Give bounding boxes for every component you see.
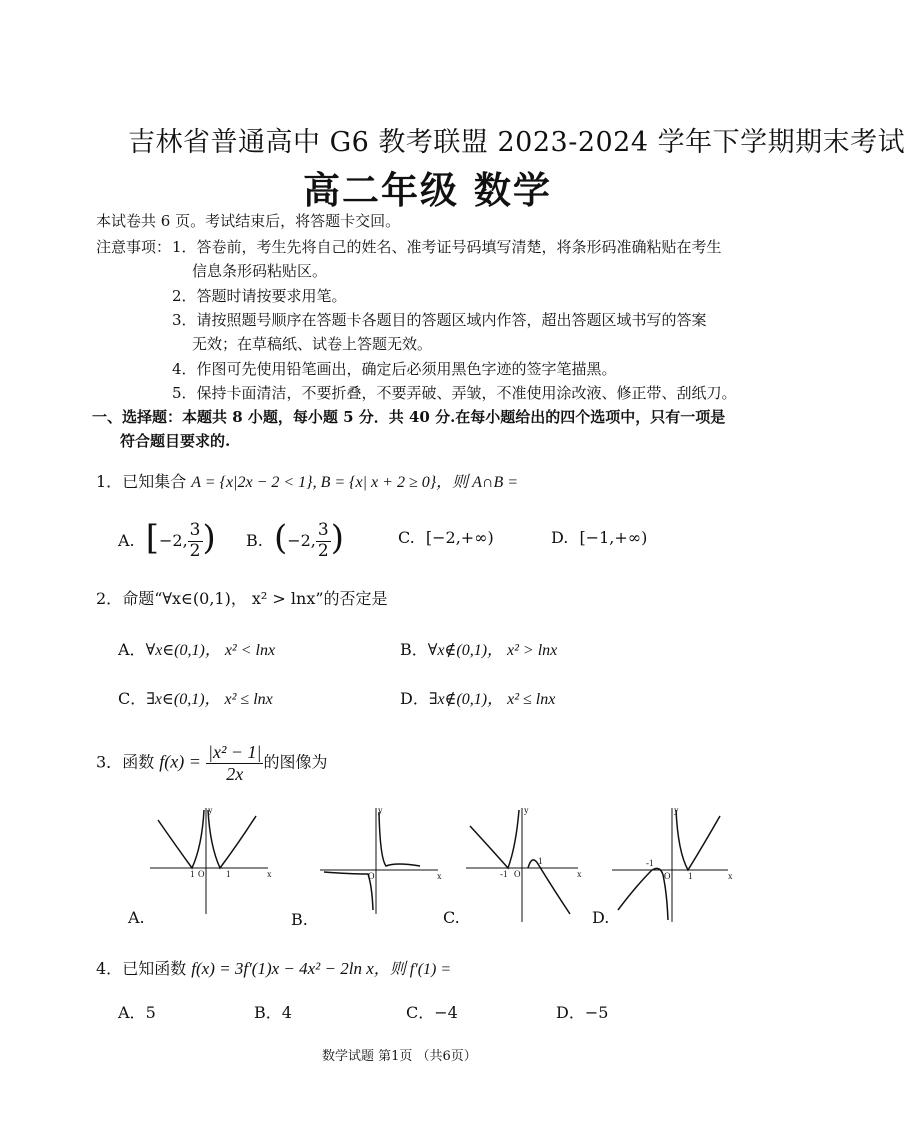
graph-d-label: D. [592, 908, 610, 927]
y-axis-label: y [378, 805, 383, 815]
graph-a-label: A. [128, 908, 145, 927]
graph-option-b[interactable] [320, 806, 445, 916]
graph-option-a[interactable] [150, 806, 280, 916]
close-paren-icon: ) [202, 518, 216, 558]
option-value: ∀x∈(0,1)， x² < lnx [145, 642, 276, 659]
q4-option-b[interactable] [254, 1000, 292, 1023]
notice-label: 注意事项： [96, 238, 172, 256]
x-axis-label: x [437, 871, 442, 881]
y-axis-label: y [524, 805, 529, 815]
question-number: 2． [96, 589, 123, 608]
tick-label: 1 [226, 869, 231, 879]
notice-item-1: 1．答卷前，考生先将自己的姓名、准考证号码填写清楚，将条形码准确粘贴在考生 [172, 238, 722, 256]
option-label: D． [556, 1003, 585, 1022]
fraction [188, 521, 203, 561]
origin-label: O [664, 871, 671, 881]
question-4-stem [96, 956, 451, 979]
stem-suffix: ，则 f′(1) = [373, 961, 452, 978]
graph-option-d[interactable] [612, 806, 737, 924]
question-number: 4． [96, 959, 123, 978]
option-value: ∀x∉(0,1)， x² > lnx [427, 642, 558, 659]
option-value: ∃x∉(0,1)， x² ≤ lnx [428, 691, 556, 708]
option-value: [−2,+∞) [425, 528, 494, 547]
stem-text: 命题“∀x∈(0,1)， x² > lnx”的否定是 [122, 589, 388, 608]
option-label: B． [254, 1003, 282, 1022]
notice-item-5: 5．保持卡面清洁，不要折叠，不要弄破、弄皱，不准使用涂改液、修正带、刮纸刀。 [172, 384, 737, 402]
exam-title: 吉林省普通高中 G6 教考联盟 2023-2024 学年下学期期末考试 [128, 127, 905, 158]
stem-prefix: 函数 [122, 752, 155, 772]
option-label: D. [551, 528, 569, 547]
option-label: A. [118, 531, 135, 550]
graph-b-svg [320, 806, 445, 916]
tick-label: -1 [500, 869, 508, 879]
option-value: 5 [145, 1003, 156, 1022]
x-axis-label: x [267, 869, 272, 879]
question-number: 3． [96, 752, 123, 772]
option-label: B． [400, 640, 428, 659]
pages-note: 本试卷共 6 页。考试结束后，将答题卡交回。 [96, 212, 401, 230]
option-value: −5 [584, 1003, 609, 1022]
section-heading-cont: 符合题目要求的. [120, 432, 231, 450]
function-name: f(x) = [159, 751, 201, 772]
notice-item-1-cont: 信息条形码粘贴区。 [192, 262, 328, 280]
open-bracket-icon: [ [145, 518, 159, 558]
page-footer: 数学试题 第1页 （共6页） [322, 1049, 477, 1064]
y-axis-label: y [208, 805, 213, 815]
numerator: 3 [189, 520, 201, 541]
q2-option-d[interactable] [400, 686, 555, 709]
stem-suffix: 的图像为 [263, 752, 328, 772]
question-2-stem [96, 586, 388, 609]
question-3-stem [96, 742, 327, 784]
q1-option-c[interactable] [398, 528, 494, 547]
question-1-stem [96, 469, 518, 492]
tick-label: 1 [688, 871, 693, 881]
option-label: C． [118, 689, 147, 708]
close-paren-icon: ) [330, 518, 344, 558]
graph-c-svg [466, 806, 591, 924]
function-fraction [206, 742, 263, 784]
option-label: A． [118, 1003, 146, 1022]
graph-d-svg [612, 806, 737, 924]
numerator: |x² − 1| [208, 742, 262, 762]
option-label: B. [246, 531, 263, 550]
exam-subtitle: 高二年级 数学 [303, 168, 552, 212]
graph-c-label: C. [443, 908, 460, 927]
origin-label: O [198, 869, 205, 879]
notice-item-2: 2．答题时请按要求用笔。 [172, 287, 347, 305]
section-heading: 一、选择题：本题共 8 小题，每小题 5 分．共 40 分.在每小题给出的四个选项中，只有一项是 [92, 408, 726, 426]
option-value: −4 [434, 1003, 458, 1022]
y-axis-label: y [674, 805, 679, 815]
denominator: 2x [226, 763, 244, 784]
graph-b-label: B. [291, 910, 308, 929]
tick-label: 1 [538, 856, 543, 866]
question-number: 1． [96, 472, 123, 491]
option-value: ∃x∈(0,1)， x² ≤ lnx [146, 691, 273, 708]
notice-item-3-cont: 无效；在草稿纸、试卷上答题无效。 [192, 335, 433, 353]
origin-label: O [368, 871, 375, 881]
option-label: A． [118, 640, 146, 659]
q1-option-b[interactable] [246, 518, 344, 562]
q1-option-a[interactable] [118, 518, 216, 562]
stem-prefix: 已知集合 [122, 472, 187, 491]
option-label: D． [400, 689, 429, 708]
origin-label: O [514, 869, 521, 879]
function-formula: f(x) = 3f′(1)x − 4x² − 2ln x [191, 959, 374, 978]
denominator: 2 [189, 541, 201, 561]
q2-option-c[interactable] [118, 686, 273, 709]
q4-option-d[interactable] [556, 1000, 608, 1023]
numerator: 3 [317, 520, 329, 541]
stem-suffix: ，则 A∩B = [436, 474, 519, 491]
stem-prefix: 已知函数 [122, 959, 187, 978]
graph-a-svg [150, 806, 280, 916]
graph-option-c[interactable] [466, 806, 591, 924]
q1-option-d[interactable] [551, 528, 647, 547]
open-paren-icon: ( [273, 518, 288, 558]
x-axis-label: x [728, 871, 733, 881]
option-label: C. [398, 528, 415, 547]
q2-option-a[interactable] [118, 637, 275, 660]
option-value: −2, [287, 531, 316, 550]
tick-label: 1 [190, 869, 195, 879]
q2-option-b[interactable] [400, 637, 557, 660]
option-value: 4 [281, 1003, 292, 1022]
q4-option-c[interactable] [406, 1000, 458, 1023]
denominator: 2 [317, 541, 329, 561]
notice-item-3: 3．请按照题号顺序在答题卡各题目的答题区域内作答，超出答题区域书写的答案 [172, 311, 707, 329]
fraction [316, 521, 331, 561]
tick-label: -1 [646, 858, 654, 868]
set-definitions: A = {x|2x − 2 < 1}, B = {x| x + 2 ≥ 0} [191, 474, 437, 491]
notice-item-4: 4．作图可先使用铅笔画出，确定后必须用黑色字迹的签字笔描黑。 [172, 360, 617, 378]
q4-option-a[interactable] [118, 1000, 156, 1023]
option-label: C． [406, 1003, 435, 1022]
option-value: [−1,+∞) [579, 528, 648, 547]
x-axis-label: x [577, 869, 582, 879]
option-value: −2, [159, 531, 188, 550]
